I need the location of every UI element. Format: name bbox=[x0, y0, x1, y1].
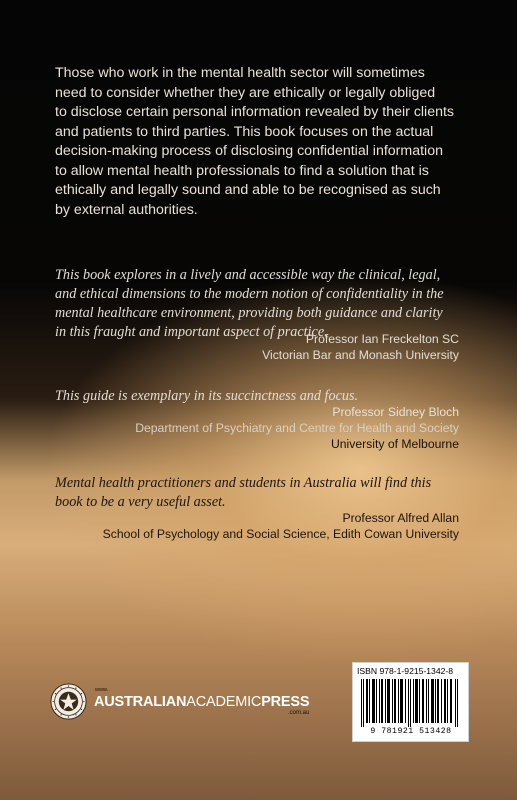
publisher-name-part1: AUSTRALIAN bbox=[94, 693, 187, 710]
quote-line: book to be a very useful asset. bbox=[55, 494, 226, 510]
blurb-line: ethically and legally sound and able to be recognised as such bbox=[55, 182, 441, 198]
barcode-digits: 9 781921 513428 bbox=[370, 727, 452, 736]
quote-line: mental healthcare environment, providing both guidance and clarity bbox=[55, 305, 443, 321]
blurb-line: to disclose certain personal information revealed by their clients bbox=[55, 104, 455, 120]
quote-line: This book explores in a lively and accessible way the clinical, legal, bbox=[55, 267, 441, 283]
publisher-logo bbox=[50, 683, 309, 720]
blurb-line: need to consider whether they are ethically or legally obliged bbox=[55, 84, 436, 101]
quote-line: Mental health practitioners and students in Australia will find this bbox=[55, 475, 432, 491]
attribution-name: Professor Alfred Allan bbox=[342, 511, 459, 525]
blurb-line: decision-making process of disclosing confidential information bbox=[55, 143, 443, 159]
attribution-name: Professor Ian Freckelton SC bbox=[305, 332, 459, 346]
attribution-name: Professor Sidney Bloch bbox=[332, 405, 459, 419]
quote-line: and ethical dimensions to the modern notion of confidentiality in the bbox=[55, 286, 444, 302]
circular-seal-icon bbox=[50, 683, 87, 720]
isbn-barcode-block bbox=[352, 662, 469, 742]
attribution-affiliation: Department of Psychiatry and Centre for Health and Society bbox=[135, 421, 459, 435]
quote-line: This guide is exemplary in its succinctness and focus. bbox=[55, 388, 359, 404]
endorsement-attribution-3 bbox=[103, 510, 459, 542]
quote-line: in this fraught and important aspect of practice. bbox=[55, 324, 328, 340]
publisher-wordmark bbox=[94, 686, 310, 716]
blurb-paragraph bbox=[55, 64, 475, 220]
publisher-name-part2: ACADEMIC bbox=[186, 693, 262, 710]
isbn-label: ISBN 978-1-9215-1342-8 bbox=[357, 666, 454, 676]
endorsement-attribution-2 bbox=[135, 404, 459, 452]
attribution-affiliation: School of Psychology and Social Science, Edith Cowan University bbox=[102, 527, 459, 541]
publisher-www: www. bbox=[95, 686, 109, 693]
endorsement-attribution-1 bbox=[262, 331, 459, 363]
ean13-barcode-icon bbox=[359, 679, 462, 727]
attribution-affiliation: Victorian Bar and Monash University bbox=[262, 348, 459, 362]
publisher-name bbox=[94, 694, 309, 710]
publisher-domain: .com.au bbox=[288, 709, 310, 716]
blurb-line: by external authorities. bbox=[55, 201, 198, 218]
blurb-line: and patients to third parties. This book focuses on the actual bbox=[55, 123, 434, 140]
blurb-line: Those who work in the mental health sector will sometimes bbox=[55, 65, 425, 81]
publisher-name-part3: PRESS bbox=[261, 693, 310, 710]
attribution-affiliation: University of Melbourne bbox=[330, 437, 459, 451]
blurb-line: to allow mental health professionals to find a solution that is bbox=[55, 162, 429, 179]
endorsement-quote-3 bbox=[55, 474, 465, 512]
